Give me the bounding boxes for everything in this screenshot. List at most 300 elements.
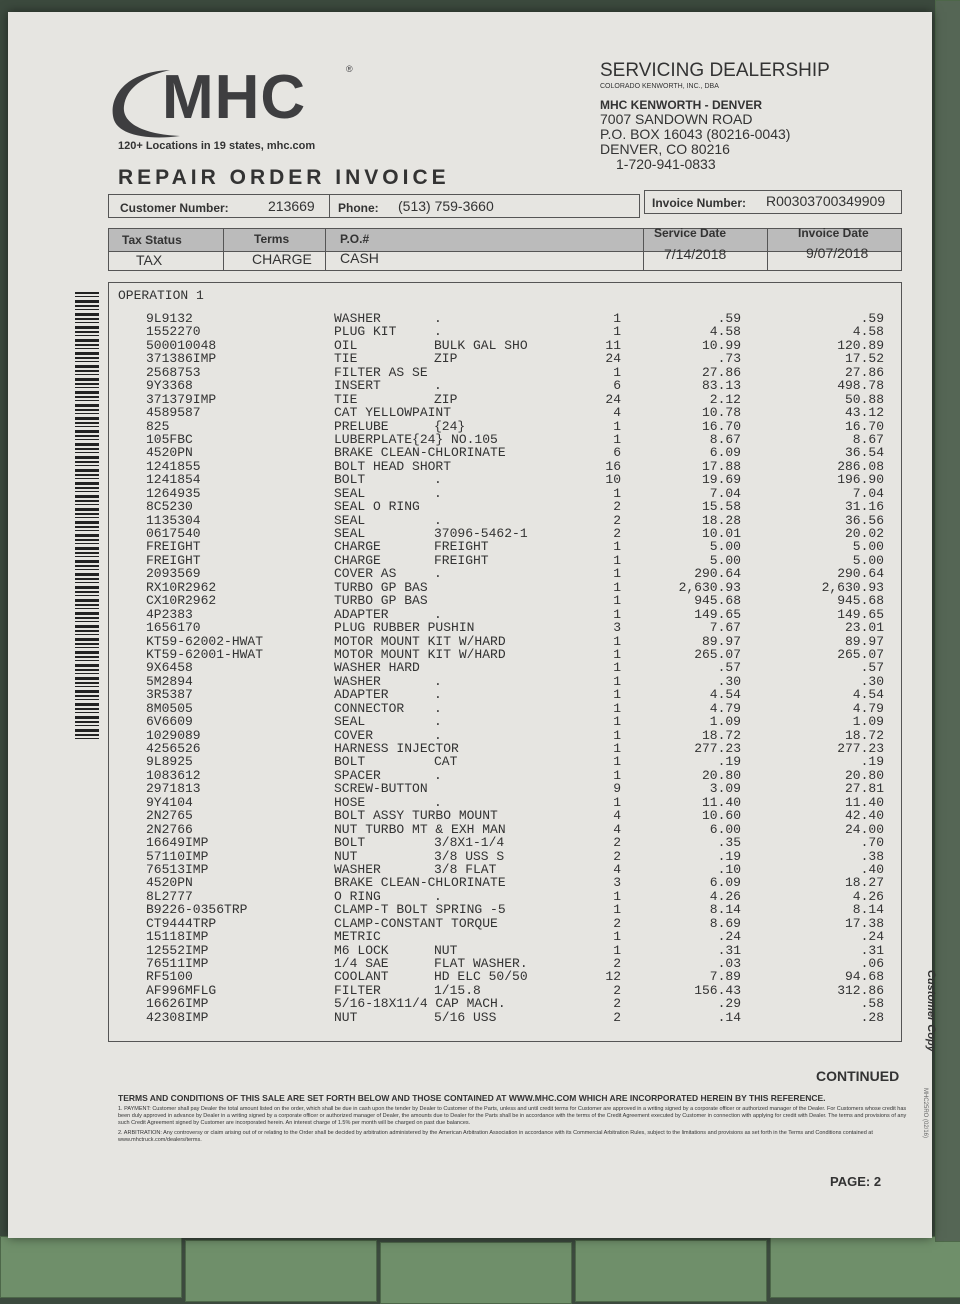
description-detail: . <box>434 727 442 743</box>
description: SEAL <box>334 526 366 541</box>
unit-price: .24 <box>717 929 741 945</box>
extended-price: 498.78 <box>837 378 884 394</box>
description: HOSE <box>334 794 366 810</box>
unit-price: 15.58 <box>701 499 741 515</box>
quantity: 2 <box>613 526 621 541</box>
part-number: KT59-62001-HWAT <box>146 646 264 662</box>
quantity: 2 <box>613 915 621 931</box>
unit-price: 290.64 <box>694 566 741 582</box>
extended-price: 4.79 <box>852 700 884 716</box>
part-number: 0617540 <box>146 526 201 541</box>
document-title: REPAIR ORDER INVOICE <box>118 166 450 189</box>
customer-number-label: Customer Number: <box>120 201 229 215</box>
terms-payment: 1. PAYMENT: Customer shall pay Dealer the total amount listed on the order, which shall be due in cash upon the tender by Dealer to Customer of the Parts, unless and until credit terms for Customer are approved in a writing signed by a corporate officer or authorized manager of the Dealer. For Customers whose credit has been duly approved in advance by Dealer in a writing signed by a corporate officer or authorized manager of Dealer, the amounts due to Dealer for the Parts shall be in accordance with the terms of the Credit Agreement executed by Customer in connection with applying for credit with Dealer. The terms and provisions of any such Credit Agreement signed by Customer are incorporated herein. An interest charge of 1.5% per month will be charged on past due balances. <box>118 1106 907 1126</box>
part-number: 3R5387 <box>146 687 193 703</box>
quantity: 1 <box>613 633 621 649</box>
description: CHARGE <box>334 552 381 568</box>
quantity: 4 <box>613 405 621 421</box>
part-number: 5M2894 <box>146 673 193 689</box>
unit-price: .35 <box>717 835 741 851</box>
unit-price: .14 <box>717 1009 741 1025</box>
invoice-number: R00303700349909 <box>766 193 886 209</box>
unit-price: .57 <box>717 660 741 676</box>
quantity: 2 <box>613 848 621 864</box>
terms-arbitration: 2. ARBITRATION: Any controversy or claim arising out of or relating to the Order shall be decided by arbitration administered by the American Arbitration Association in accordance with its Commercial Arbitration Rules, subject to the limitations and provisions as set forth in the Terms and Conditions contained at www.mhctruck.com/dealers/terms. <box>118 1130 873 1143</box>
part-number: RF5100 <box>146 969 193 985</box>
description-detail: CAT <box>434 754 458 770</box>
description: CHARGE <box>334 539 381 555</box>
description: NUT TURBO MT & EXH MAN <box>334 821 506 837</box>
quantity: 2 <box>613 499 621 515</box>
description: COOLANT <box>334 969 389 985</box>
quantity: 1 <box>613 767 621 783</box>
unit-price: 156.43 <box>694 982 741 998</box>
unit-price: 10.99 <box>701 337 741 353</box>
tagline: 120+ Locations in 19 states, mhc.com <box>118 140 316 152</box>
quantity: 1 <box>613 687 621 703</box>
invoice-number-label: Invoice Number: <box>652 196 747 210</box>
dealer-block <box>600 60 830 172</box>
extended-price: .06 <box>860 956 884 971</box>
part-number: B9226-0356TRP <box>146 902 248 918</box>
part-number: 76511IMP <box>146 956 209 971</box>
form-code: MHC25RO (02/16) <box>922 1088 928 1139</box>
description: COVER <box>334 727 374 743</box>
description-detail: 3/8 FLAT <box>434 861 497 877</box>
quantity: 4 <box>613 821 621 837</box>
extended-price: .58 <box>860 996 884 1012</box>
unit-price: 945.68 <box>694 593 741 609</box>
part-number: 6V6609 <box>146 714 193 730</box>
part-number: CX10R2962 <box>146 593 217 609</box>
extended-price: .70 <box>860 835 884 851</box>
quantity: 1 <box>613 888 621 904</box>
quantity: 1 <box>613 606 621 622</box>
dealer-name: MHC KENWORTH - DENVER <box>600 98 762 112</box>
description: TIE <box>334 351 358 367</box>
description: BRAKE CLEAN-CHLORINATE <box>334 875 506 891</box>
part-number: 4520PN <box>146 445 193 461</box>
dealer-address-2: P.O. BOX 16043 (80216-0043) <box>600 126 791 142</box>
quantity: 4 <box>613 861 621 877</box>
background-wall <box>935 0 960 1242</box>
quantity: 1 <box>613 431 621 447</box>
extended-price: 18.27 <box>844 875 884 891</box>
part-number: 4520PN <box>146 875 193 891</box>
part-number: 9Y3368 <box>146 378 193 394</box>
unit-price: 19.69 <box>701 472 741 488</box>
extended-price: 265.07 <box>837 646 884 662</box>
description-detail: FLAT WASHER. <box>434 956 528 971</box>
description-detail: 37096-5462-1 <box>434 526 528 541</box>
part-number: 9Y4104 <box>146 794 193 810</box>
quantity: 24 <box>605 391 621 407</box>
unit-price: 4.26 <box>709 888 741 904</box>
extended-price: 286.08 <box>837 458 884 474</box>
unit-price: 18.28 <box>701 512 741 528</box>
part-number: 9L9132 <box>146 311 193 326</box>
part-number: 15118IMP <box>146 929 209 945</box>
part-number: 1241855 <box>146 458 201 474</box>
logo-text: MHC <box>162 63 307 132</box>
quantity: 6 <box>613 445 621 461</box>
unit-price: 2.12 <box>709 391 741 407</box>
description: SPACER <box>334 767 381 783</box>
quantity: 9 <box>613 781 621 797</box>
description-detail: . <box>434 472 442 488</box>
part-number: 2568753 <box>146 364 201 380</box>
quantity: 1 <box>613 324 621 340</box>
operation-title: OPERATION 1 <box>118 288 204 303</box>
part-number: 2093569 <box>146 566 201 582</box>
description: PLUG KIT <box>334 324 397 340</box>
quantity: 11 <box>605 337 621 353</box>
extended-price: 7.04 <box>852 485 884 501</box>
description: WASHER <box>334 673 381 689</box>
unit-price: 7.89 <box>709 969 741 985</box>
unit-price: .19 <box>717 754 741 770</box>
extended-price: 11.40 <box>844 794 884 810</box>
description-detail: . <box>434 311 442 326</box>
terms-section <box>118 1093 908 1144</box>
part-number: 76513IMP <box>146 861 209 877</box>
description: CLAMP-CONSTANT TORQUE <box>334 915 498 931</box>
part-number: 8L2777 <box>146 888 193 904</box>
description: BOLT ASSY TURBO MOUNT <box>334 808 498 824</box>
description: FILTER <box>334 982 381 998</box>
unit-price: 4.54 <box>709 687 741 703</box>
description-detail: 5/16 USS <box>434 1009 497 1025</box>
extended-price: .59 <box>860 311 884 326</box>
part-number: 16649IMP <box>146 835 209 851</box>
extended-price: 94.68 <box>844 969 884 985</box>
unit-price: 20.80 <box>701 767 741 783</box>
page-number: PAGE: 2 <box>830 1174 882 1189</box>
unit-price: 277.23 <box>694 741 741 756</box>
extended-price: 17.38 <box>844 915 884 931</box>
unit-price: 2,630.93 <box>678 579 741 595</box>
part-number: 1552270 <box>146 324 201 340</box>
quantity: 1 <box>613 673 621 689</box>
quantity: 1 <box>613 311 621 326</box>
quantity: 1 <box>613 929 621 945</box>
unit-price: .03 <box>717 956 741 971</box>
description: TURBO GP BAS <box>334 579 428 595</box>
quantity: 2 <box>613 956 621 971</box>
extended-price: 20.80 <box>844 767 884 783</box>
description: BRAKE CLEAN-CHLORINATE <box>334 445 506 461</box>
summary-header-row <box>108 228 902 252</box>
unit-price: 16.70 <box>701 418 741 434</box>
extended-price: 4.58 <box>852 324 884 340</box>
extended-price: .24 <box>860 929 884 945</box>
quantity: 2 <box>613 835 621 851</box>
quantity: 1 <box>613 364 621 380</box>
description: SEAL <box>334 714 366 730</box>
description: BOLT <box>334 472 366 488</box>
po-label: P.O.# <box>340 232 370 246</box>
description: NUT <box>334 1009 358 1025</box>
quantity: 1 <box>613 539 621 555</box>
unit-price: 149.65 <box>694 606 741 622</box>
quantity: 1 <box>613 794 621 810</box>
part-number: RX10R2962 <box>146 579 217 595</box>
unit-price: .73 <box>717 351 741 367</box>
part-number: KT59-62002-HWAT <box>146 633 264 649</box>
description: TURBO GP BAS <box>334 593 428 609</box>
quantity: 2 <box>613 996 621 1012</box>
part-number: 4589587 <box>146 405 201 421</box>
unit-price: 83.13 <box>701 378 741 394</box>
description: INSERT <box>334 378 381 394</box>
unit-price: 5.00 <box>709 552 741 568</box>
description-detail: {24} <box>434 418 466 434</box>
description-detail: . <box>434 714 442 730</box>
description-detail: . <box>434 888 442 904</box>
description: ADAPTER <box>334 606 389 622</box>
quantity: 3 <box>613 620 621 636</box>
description-detail: . <box>434 700 442 716</box>
extended-price: 196.90 <box>837 472 884 488</box>
extended-price: 8.67 <box>852 431 884 447</box>
quantity: 1 <box>613 485 621 501</box>
extended-price: 5.00 <box>852 539 884 555</box>
description: CONNECTOR <box>334 700 405 716</box>
description: SEAL <box>334 512 366 528</box>
quantity: 12 <box>605 969 621 985</box>
part-number: 1135304 <box>146 512 201 528</box>
quantity: 6 <box>613 378 621 394</box>
operation-box <box>108 282 902 1042</box>
unit-price: .59 <box>717 311 741 326</box>
dealer-address-1: 7007 SANDOWN ROAD <box>600 111 753 127</box>
dealer-address-3: DENVER, CO 80216 <box>600 141 730 157</box>
extended-price: .38 <box>860 848 884 864</box>
description-detail: NUT <box>434 942 458 958</box>
unit-price: 27.86 <box>701 364 741 380</box>
part-number: 1264935 <box>146 485 201 501</box>
service-date: 7/14/2018 <box>664 246 727 262</box>
extended-price: 27.81 <box>844 781 884 797</box>
unit-price: 8.67 <box>709 431 741 447</box>
floor-tile <box>770 1236 960 1298</box>
description-detail: . <box>434 794 442 810</box>
extended-price: 42.40 <box>844 808 884 824</box>
unit-price: 6.09 <box>709 445 741 461</box>
floor-tile <box>575 1240 767 1302</box>
part-number: 4256526 <box>146 741 201 756</box>
unit-price: 17.88 <box>701 458 741 474</box>
extended-price: .31 <box>860 942 884 958</box>
part-number: 1083612 <box>146 767 201 783</box>
description: MOTOR MOUNT KIT W/HARD <box>334 633 506 649</box>
description: SCREW-BUTTON <box>334 781 428 797</box>
service-date-label: Service Date <box>654 226 727 240</box>
extended-price: 945.68 <box>837 593 884 609</box>
unit-price: .29 <box>717 996 741 1012</box>
part-number: 4P2383 <box>146 606 193 622</box>
description-detail: . <box>434 687 442 703</box>
unit-price: 18.72 <box>701 727 741 743</box>
extended-price: 149.65 <box>837 606 884 622</box>
description-detail: . <box>434 767 442 783</box>
description-detail: 3/8X1-1/4 <box>434 835 505 851</box>
extended-price: .57 <box>860 660 884 676</box>
quantity: 4 <box>613 808 621 824</box>
description: PRELUBE <box>334 418 389 434</box>
floor-tile <box>380 1242 572 1304</box>
extended-price: 2,630.93 <box>821 579 884 595</box>
part-number: 12552IMP <box>146 942 209 958</box>
part-number: 105FBC <box>146 431 193 447</box>
continued-label: CONTINUED <box>816 1068 900 1084</box>
quantity: 1 <box>613 902 621 918</box>
tax-status-label: Tax Status <box>122 233 182 247</box>
terms-label: Terms <box>254 232 290 246</box>
unit-price: 7.04 <box>709 485 741 501</box>
description: SEAL <box>334 485 366 501</box>
description-detail: . <box>434 606 442 622</box>
description-detail: . <box>434 566 442 582</box>
extended-price: 23.01 <box>844 620 884 636</box>
part-number: 371379IMP <box>146 391 217 407</box>
terms-heading: TERMS AND CONDITIONS OF THIS SALE ARE SET FORTH BELOW AND THOSE CONTAINED AT WWW.MHC.COM WHICH ARE INCORPORATED HEREIN BY THIS REFERENCE. <box>118 1093 826 1103</box>
extended-price: 24.00 <box>844 821 884 837</box>
unit-price: 4.58 <box>709 324 741 340</box>
quantity: 10 <box>605 472 621 488</box>
quantity: 1 <box>613 566 621 582</box>
part-number: 9L8925 <box>146 754 193 770</box>
extended-price: .30 <box>860 673 884 689</box>
unit-price: 10.01 <box>701 526 741 541</box>
unit-price: 7.67 <box>709 620 741 636</box>
description: BOLT <box>334 835 366 851</box>
customer-copy-label: Customer Copy <box>925 970 937 1052</box>
unit-price: .31 <box>717 942 741 958</box>
description-detail: . <box>434 485 442 501</box>
quantity: 16 <box>605 458 621 474</box>
quantity: 1 <box>613 660 621 676</box>
description-detail: ZIP <box>434 351 458 367</box>
unit-price: 11.40 <box>701 794 741 810</box>
extended-price: .19 <box>860 754 884 770</box>
quantity: 2 <box>613 982 621 998</box>
extended-price: 290.64 <box>837 566 884 582</box>
description: MOTOR MOUNT KIT W/HARD <box>334 646 506 662</box>
description: CAT YELLOWPAINT <box>334 405 452 421</box>
extended-price: 5.00 <box>852 552 884 568</box>
tax-status: TAX <box>136 252 163 268</box>
part-number: AF996MFLG <box>146 982 217 998</box>
unit-price: 4.79 <box>709 700 741 716</box>
description-detail: 3/8 USS S <box>434 848 505 864</box>
description: O RING <box>334 888 381 904</box>
extended-price: 20.02 <box>844 526 884 541</box>
extended-price: 17.52 <box>844 351 884 367</box>
description-detail: . <box>434 378 442 394</box>
description: M6 LOCK <box>334 942 389 958</box>
description-detail: FREIGHT <box>434 539 489 555</box>
extended-price: 1.09 <box>852 714 884 730</box>
registered-mark: ® <box>346 64 353 74</box>
unit-price: 6.00 <box>709 821 741 837</box>
part-number: 8M0505 <box>146 700 193 716</box>
description-detail: HD ELC 50/50 <box>434 969 528 985</box>
unit-price: 6.09 <box>709 875 741 891</box>
barcode <box>75 292 99 742</box>
part-number: 371386IMP <box>146 351 217 367</box>
description-detail: ZIP <box>434 391 458 407</box>
description: OIL <box>334 337 358 353</box>
unit-price: 8.69 <box>709 915 741 931</box>
quantity: 1 <box>613 942 621 958</box>
part-number: 57110IMP <box>146 848 209 864</box>
unit-price: 10.60 <box>701 808 741 824</box>
floor-tile <box>185 1240 377 1302</box>
phone-label: Phone: <box>338 201 379 215</box>
description-detail: FREIGHT <box>434 552 489 568</box>
summary-data-row <box>108 250 902 271</box>
quantity: 1 <box>613 754 621 770</box>
part-number: 9X6458 <box>146 660 193 676</box>
unit-price: 8.14 <box>709 902 741 918</box>
extended-price: 120.89 <box>837 337 884 353</box>
unit-price: 265.07 <box>694 646 741 662</box>
description: TIE <box>334 391 358 407</box>
unit-price: .30 <box>717 673 741 689</box>
customer-phone: (513) 759-3660 <box>398 198 494 214</box>
part-number: 1241854 <box>146 472 201 488</box>
quantity: 3 <box>613 875 621 891</box>
description: HARNESS INJECTOR <box>334 741 459 756</box>
part-number: 2971813 <box>146 781 201 797</box>
description: 1/4 SAE <box>334 956 389 971</box>
extended-price: 31.16 <box>844 499 884 515</box>
description-detail: 1/15.8 <box>434 982 481 998</box>
part-number: 2N2766 <box>146 821 193 837</box>
part-number: FREIGHT <box>146 552 201 568</box>
quantity: 1 <box>613 727 621 743</box>
quantity: 1 <box>613 418 621 434</box>
part-number: CT9444TRP <box>146 915 217 931</box>
description: WASHER HARD <box>334 660 420 676</box>
quantity: 24 <box>605 351 621 367</box>
description: CLAMP-T BOLT SPRING -5 <box>334 902 506 918</box>
description: PLUG RUBBER PUSHIN <box>334 620 475 636</box>
extended-price: 27.86 <box>844 364 884 380</box>
description: COVER AS <box>334 566 397 582</box>
description: 5/16-18X11/4 CAP MACH. <box>334 996 506 1012</box>
quantity: 1 <box>613 593 621 609</box>
description-detail: . <box>434 512 442 528</box>
extended-price: 312.86 <box>837 982 884 998</box>
description: METRIC <box>334 929 381 945</box>
extended-price: 277.23 <box>837 741 884 756</box>
dealer-heading: SERVICING DEALERSHIP <box>600 60 830 81</box>
extended-price: 8.14 <box>852 902 884 918</box>
po-number: CASH <box>340 250 379 266</box>
extended-price: 4.26 <box>852 888 884 904</box>
invoice-date-label: Invoice Date <box>798 226 869 240</box>
quantity: 1 <box>613 700 621 716</box>
extended-price: 50.88 <box>844 391 884 407</box>
description: LUBERPLATE{24} NO.105 <box>334 431 498 447</box>
part-number: 1656170 <box>146 620 201 636</box>
quantity: 1 <box>613 552 621 568</box>
customer-number: 213669 <box>268 198 315 214</box>
part-number: 8C5230 <box>146 499 193 515</box>
terms: CHARGE <box>252 251 312 267</box>
